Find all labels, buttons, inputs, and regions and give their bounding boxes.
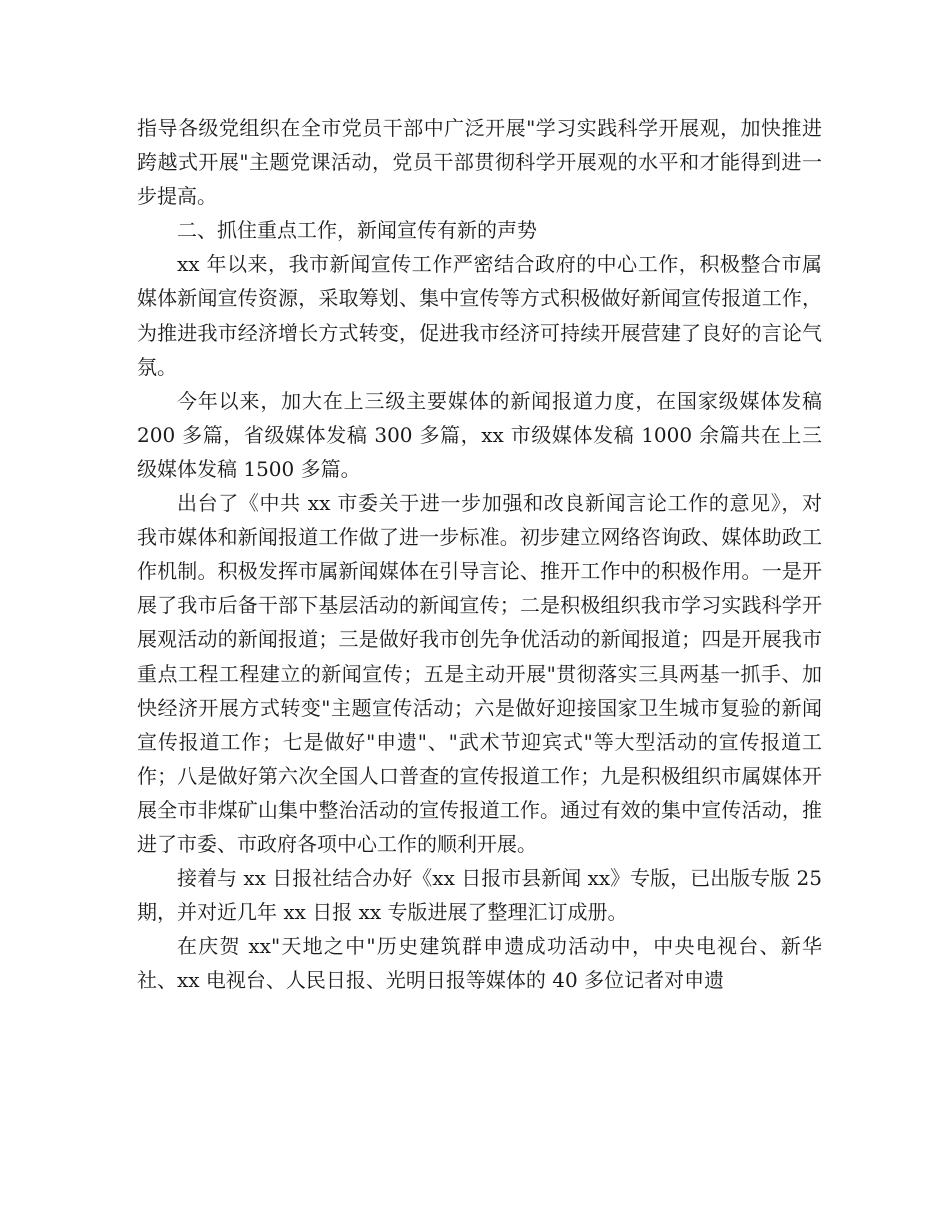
- paragraph-continuation: 指导各级党组织在全市党员干部中广泛开展"学习实践科学开展观，加快推进跨越式开展"主题党课活动，党员干部贯彻科学开展观的水平和才能得到进一步提高。: [137, 116, 822, 209]
- document-page: [137, 111, 822, 997]
- paragraph: 在庆贺 xx"天地之中"历史建筑群申遗成功活动中，中央电视台、新华社、xx 电视台、人民日报、光明日报等媒体的 40 多位记者对申遗: [137, 934, 822, 993]
- paragraph: 接着与 xx 日报社结合办好《xx 日报市县新闻 xx》专版，已出版专版 25 期，并对近几年 xx 日报 xx 专版进展了整理汇订成册。: [137, 866, 822, 925]
- paragraph: xx 年以来，我市新闻宣传工作严密结合政府的中心工作，积极整合市属媒体新闻宣传资源，采取筹划、集中宣传等方式积极做好新闻宣传报道工作，为推进我市经济增长方式转变，促进我市经济可持续开展营建了良好的言论气氛。: [137, 252, 822, 379]
- section-heading: 二、抓住重点工作，新闻宣传有新的声势: [177, 218, 537, 243]
- paragraph: 今年以来，加大在上三级主要媒体的新闻报道力度，在国家级媒体发稿 200 多篇，省级媒体发稿 300 多篇，xx 市级媒体发稿 1000 余篇共在上三级媒体发稿 1500 多篇。: [137, 388, 822, 481]
- paragraph: 出台了《中共 xx 市委关于进一步加强和改良新闻言论工作的意见》，对我市媒体和新闻报道工作做了进一步标准。初步建立网络咨询政、媒体助政工作机制。积极发挥市属新闻媒体在引导言论、推开工作中的积极作用。一是开展了我市后备干部下基层活动的新闻宣传；二是积极组织我市学习实践科学开展观活动的新闻报道；三是做好我市创先争优活动的新闻报道；四是开展我市重点工程工程建立的新闻宣传；五是主动开展"贯彻落实三具两基一抓手、加快经济开展方式转变"主题宣传活动；六是做好迎接国家卫生城市复验的新闻宣传报道工作；七是做好"申遗"、"武术节迎宾式"等大型活动的宣传报道工作；八是做好第六次全国人口普查的宣传报道工作；九是积极组织市属媒体开展全市非煤矿山集中整治活动的宣传报道工作。通过有效的集中宣传活动，推进了市委、市政府各项中心工作的顺利开展。: [137, 491, 822, 856]
